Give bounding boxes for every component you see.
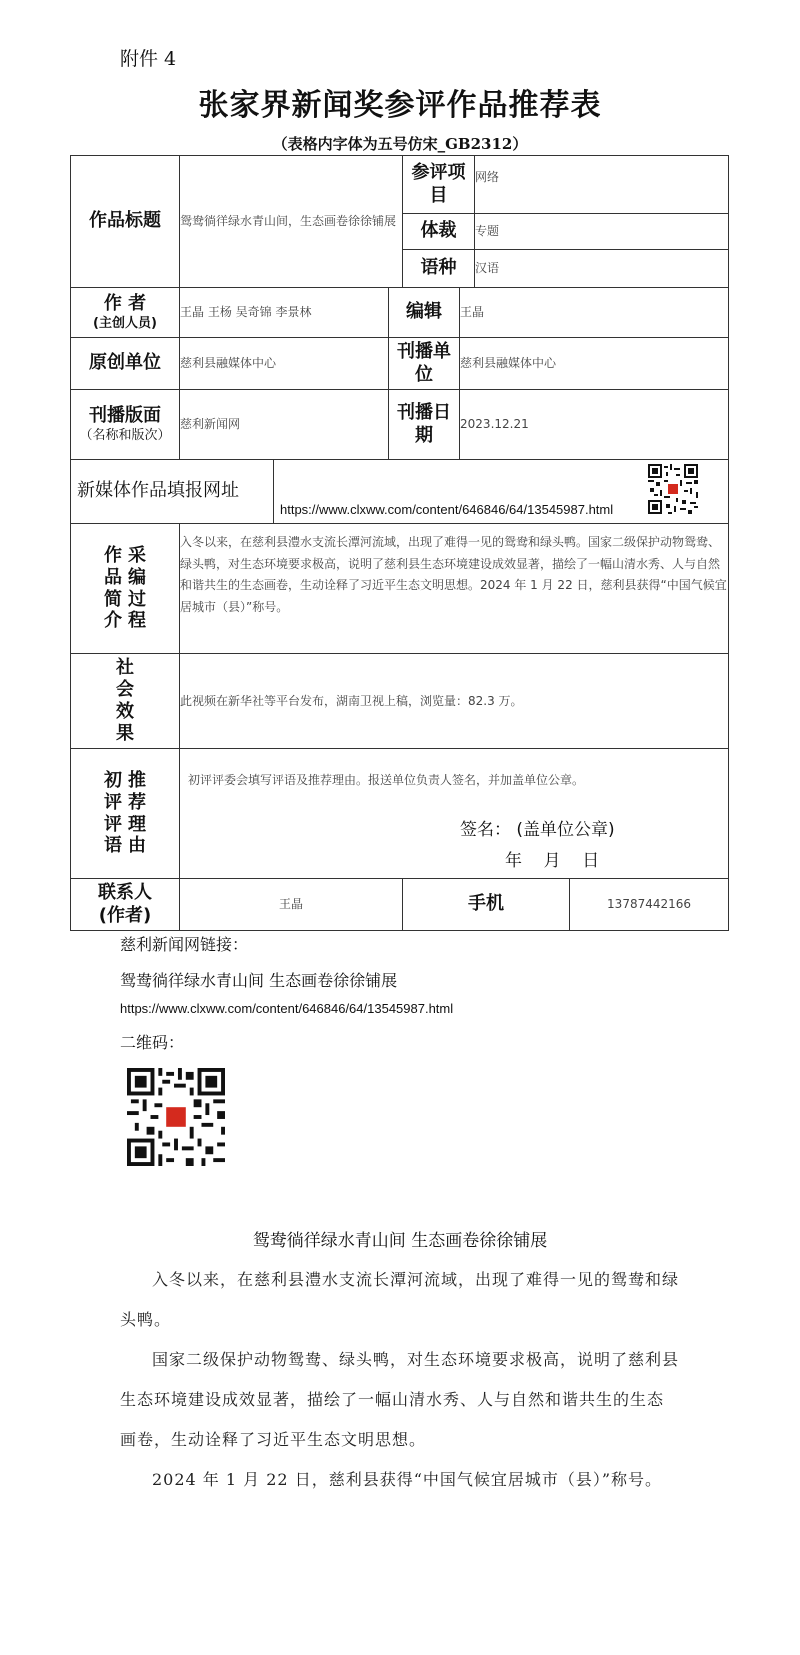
language-label: 语种 xyxy=(403,250,475,288)
links-heading: 慈利新闻网链接： xyxy=(120,935,249,954)
phone-label: 手机 xyxy=(403,879,570,931)
effect-value: 此视频在新华社等平台发布，湖南卫视上稿，浏览量：82.3 万。 xyxy=(180,654,729,749)
article-paragraph-2: 国家二级保护动物鸳鸯、绿头鸭，对生态环境要求极高，说明了慈利县生态环境建设成效显著，描绘了一幅山清水秀、人与自然和谐共生的生态画卷，生动诠释了习近平生态文明思想。 xyxy=(120,1350,680,1449)
contact-label: 联系人 xyxy=(98,882,152,903)
process-label-left: 采编过程 xyxy=(128,544,146,632)
annex-label: 附件 4 xyxy=(120,48,177,70)
edition-sub-label: （名称和版次） xyxy=(79,427,171,443)
category-value: 网络 xyxy=(475,156,729,214)
page-subtitle: （表格内字体为五号仿宋_GB2312） xyxy=(272,135,528,153)
process-label-right: 作品简介 xyxy=(104,544,122,632)
language-value: 汉语 xyxy=(475,250,729,288)
work-title-value: 鸳鸯徜徉绿水青山间，生态画卷徐徐铺展 xyxy=(180,156,403,288)
recommendation-form xyxy=(70,155,729,931)
work-title-label: 作品标题 xyxy=(71,156,180,288)
editor-value: 王晶 xyxy=(460,288,729,338)
effect-label-cell xyxy=(71,654,180,749)
author-value: 王晶 王杨 吴奇锦 李景林 xyxy=(180,288,389,338)
article-paragraph-3: 2024 年 1 月 22 日，慈利县获得“中国气候宜居城市（县）”称号。 xyxy=(152,1470,663,1489)
qr-code-icon xyxy=(127,1068,225,1166)
author-label: 作 者 xyxy=(103,293,147,315)
qr-heading: 二维码： xyxy=(120,1033,185,1052)
article-url[interactable]: https://www.clxww.com/content/646846/64/13545987.html xyxy=(120,1001,454,1016)
origin-value: 慈利县融媒体中心 xyxy=(180,338,389,390)
date-value: 2023.12.21 xyxy=(460,390,729,460)
contact-sub-label: (作者) xyxy=(98,904,152,926)
origin-label: 原创单位 xyxy=(71,338,180,390)
author-sub-label: (主创人员) xyxy=(93,315,157,331)
effect-label: 社会效果 xyxy=(116,657,134,744)
edition-label-cell xyxy=(71,390,180,460)
category-label: 参评项目 xyxy=(403,156,475,214)
editor-label: 编辑 xyxy=(389,288,460,338)
edition-value: 慈利新闻网 xyxy=(180,390,389,460)
phone-value: 13787442166 xyxy=(570,879,729,931)
edition-label: 刊播版面 xyxy=(89,405,161,427)
page-title: 张家界新闻奖参评作品推荐表 xyxy=(198,88,602,123)
process-value: 入冬以来，在慈利县澧水支流长潭河流域，出现了难得一见的鸳鸯和绿头鸭。国家二级保护动物鸳鸯、绿头鸭，对生态环境要求极高，说明了慈利县生态环境建设成效显著，描绘了一幅山清水秀、人与自然和谐共生的生态画卷，生动诠释了习近平生态文明思想。2024 年 1 月 22 日，慈利县获得“中国气候宜居城市（县）”称号。 xyxy=(180,524,729,654)
article-paragraph-1: 入冬以来，在慈利县澧水支流长潭河流域，出现了难得一见的鸳鸯和绿头鸭。 xyxy=(120,1270,680,1329)
genre-label: 体裁 xyxy=(403,214,475,250)
contact-value: 王晶 xyxy=(180,879,403,931)
publisher-label: 刊播单位 xyxy=(389,338,460,390)
process-label-cell xyxy=(71,524,180,654)
date-label: 刊播日期 xyxy=(389,390,460,460)
review-value: 初评评委会填写评语及推荐理由。报送单位负责人签名，并加盖单位公章。 xyxy=(188,773,585,787)
author-label-cell xyxy=(71,288,180,338)
url-label: 新媒体作品填报网址 xyxy=(71,460,274,524)
genre-value: 专题 xyxy=(475,214,729,250)
article-title: 鸳鸯徜徉绿水青山间 生态画卷徐徐铺展 xyxy=(252,1231,548,1251)
contact-label-cell xyxy=(71,879,180,931)
publisher-value: 慈利县融媒体中心 xyxy=(460,338,729,390)
review-cell xyxy=(180,749,729,879)
url-cell xyxy=(274,460,729,524)
review-label-right: 初评评语 xyxy=(104,769,122,857)
article-link-title[interactable]: 鸳鸯徜徉绿水青山间 生态画卷徐徐铺展 xyxy=(120,971,398,990)
review-label-cell xyxy=(71,749,180,879)
url-link[interactable]: https://www.clxww.com/content/646846/64/13545987.html xyxy=(280,502,614,517)
date-line: 年 月 日 xyxy=(505,851,600,871)
signature-line: 签名： (盖单位公章) xyxy=(460,820,615,840)
review-label-left: 推荐理由 xyxy=(128,769,146,857)
qr-code-icon xyxy=(648,464,698,514)
